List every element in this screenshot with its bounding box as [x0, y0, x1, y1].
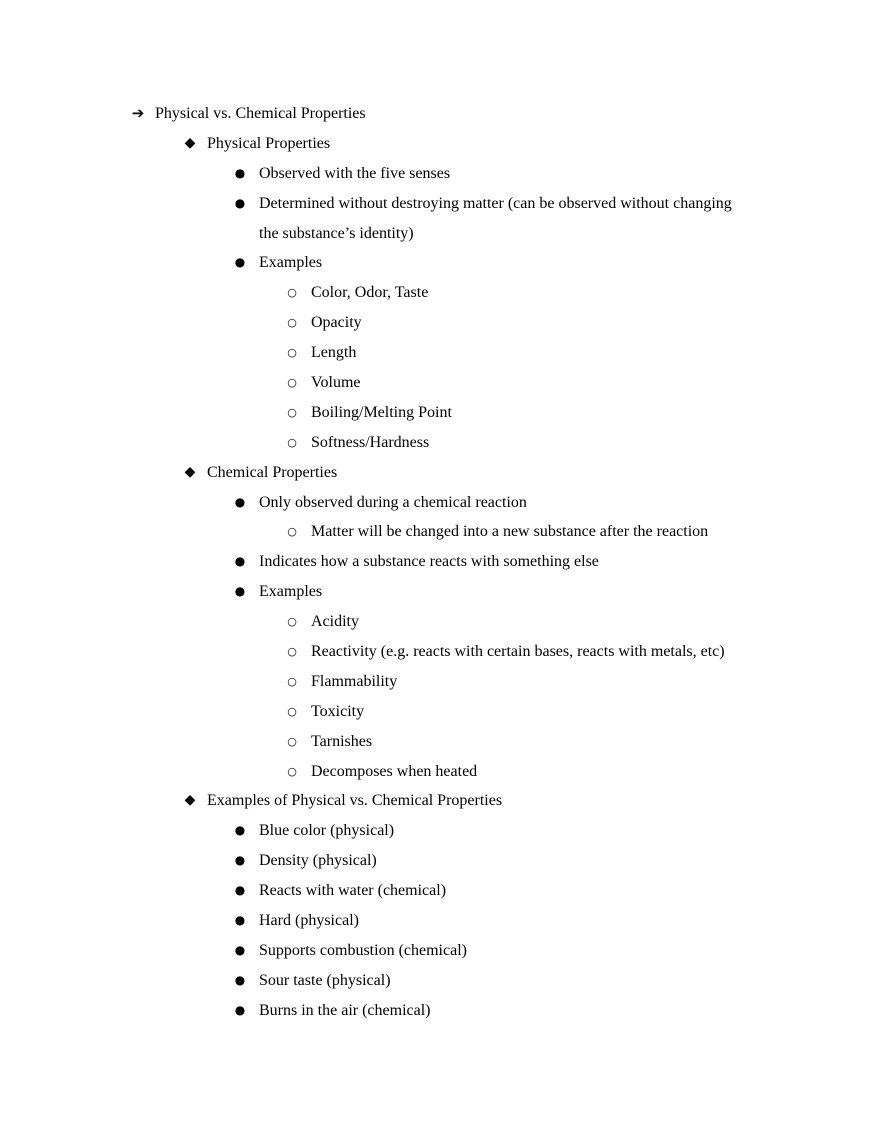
comparison-item: Sour taste (physical): [259, 971, 391, 989]
list-item-physical-heading: [0, 129, 880, 159]
circle-bullet-icon: ○: [287, 405, 297, 419]
physical-example: Softness/Hardness: [311, 433, 430, 451]
circle-bullet-icon: ○: [287, 525, 297, 539]
document-body: [0, 99, 880, 1026]
comparison-item: Blue color (physical): [259, 822, 395, 840]
list-item: [0, 846, 880, 876]
chemical-example: Acidity: [311, 613, 359, 631]
comparison-item: Supports combustion (chemical): [259, 941, 467, 959]
disc-bullet-icon: ●: [234, 913, 246, 928]
list-item: [0, 966, 880, 996]
diamond-bullet-icon: ◆: [184, 134, 196, 151]
list-item: [0, 189, 880, 219]
list-item-continuation: [0, 219, 880, 249]
disc-bullet-icon: ●: [234, 255, 246, 270]
circle-bullet-icon: ○: [287, 734, 297, 748]
list-item: [0, 607, 880, 637]
physical-point-continuation: the substance’s identity): [259, 224, 414, 242]
disc-bullet-icon: ●: [234, 972, 246, 987]
physical-example: Boiling/Melting Point: [311, 403, 452, 421]
disc-bullet-icon: ●: [234, 165, 246, 180]
circle-bullet-icon: ○: [287, 704, 297, 718]
circle-bullet-icon: ○: [287, 615, 297, 629]
circle-bullet-icon: ○: [287, 346, 297, 360]
chemical-point: Indicates how a substance reacts with something else: [259, 553, 599, 571]
chemical-examples-label: Examples: [259, 583, 323, 601]
circle-bullet-icon: ○: [287, 316, 297, 330]
comparison-item: Burns in the air (chemical): [259, 1001, 431, 1019]
list-item: [0, 936, 880, 966]
comparison-item: Hard (physical): [259, 912, 359, 930]
list-item: [0, 368, 880, 398]
chemical-heading: Chemical Properties: [207, 463, 338, 481]
list-item: [0, 757, 880, 787]
circle-bullet-icon: ○: [287, 674, 297, 688]
list-item-title: [0, 99, 880, 129]
disc-bullet-icon: ●: [234, 554, 246, 569]
list-item: [0, 637, 880, 667]
list-item: [0, 278, 880, 308]
list-item: [0, 876, 880, 906]
physical-example: Volume: [311, 374, 361, 392]
physical-heading: Physical Properties: [207, 134, 331, 152]
disc-bullet-icon: ●: [234, 853, 246, 868]
list-item: [0, 517, 880, 547]
physical-example: Opacity: [311, 314, 362, 332]
disc-bullet-icon: ●: [234, 942, 246, 957]
circle-bullet-icon: ○: [287, 645, 297, 659]
list-item: [0, 697, 880, 727]
list-item: [0, 488, 880, 518]
list-item-comparison-heading: [0, 786, 880, 816]
list-item: [0, 906, 880, 936]
chemical-example: Toxicity: [311, 702, 365, 720]
diamond-bullet-icon: ◆: [184, 792, 196, 809]
circle-bullet-icon: ○: [287, 435, 297, 449]
disc-bullet-icon: ●: [234, 883, 246, 898]
circle-bullet-icon: ○: [287, 286, 297, 300]
disc-bullet-icon: ●: [234, 195, 246, 210]
list-item: [0, 667, 880, 697]
disc-bullet-icon: ●: [234, 584, 246, 599]
circle-bullet-icon: ○: [287, 376, 297, 390]
chemical-example: Reactivity (e.g. reacts with certain bases, reacts with metals, etc): [311, 643, 725, 661]
list-item: [0, 428, 880, 458]
chemical-sub-point: Matter will be changed into a new substance after the reaction: [311, 523, 709, 541]
list-item: [0, 338, 880, 368]
list-item: [0, 727, 880, 757]
list-item: [0, 547, 880, 577]
comparison-item: Reacts with water (chemical): [259, 882, 447, 900]
physical-point: Observed with the five senses: [259, 164, 451, 182]
circle-bullet-icon: ○: [287, 764, 297, 778]
list-item: [0, 308, 880, 338]
list-item-chemical-heading: [0, 458, 880, 488]
physical-example: Color, Odor, Taste: [311, 284, 429, 302]
chemical-example: Decomposes when heated: [311, 762, 478, 780]
disc-bullet-icon: ●: [234, 823, 246, 838]
comparison-item: Density (physical): [259, 852, 377, 870]
disc-bullet-icon: ●: [234, 494, 246, 509]
arrow-bullet-icon: ➔: [131, 104, 145, 122]
list-item: [0, 996, 880, 1026]
physical-example: Length: [311, 344, 357, 362]
list-item: [0, 398, 880, 428]
list-item: [0, 577, 880, 607]
list-item: [0, 816, 880, 846]
chemical-example: Tarnishes: [311, 732, 373, 750]
chemical-example: Flammability: [311, 672, 398, 690]
diamond-bullet-icon: ◆: [184, 463, 196, 480]
disc-bullet-icon: ●: [234, 1002, 246, 1017]
title-text: Physical vs. Chemical Properties: [155, 105, 366, 122]
comparison-heading: Examples of Physical vs. Chemical Properties: [207, 792, 503, 810]
list-item: [0, 159, 880, 189]
chemical-point: Only observed during a chemical reaction: [259, 493, 527, 511]
physical-examples-label: Examples: [259, 254, 323, 272]
list-item: [0, 248, 880, 278]
physical-point: Determined without destroying matter (can be observed without changing: [259, 194, 732, 212]
